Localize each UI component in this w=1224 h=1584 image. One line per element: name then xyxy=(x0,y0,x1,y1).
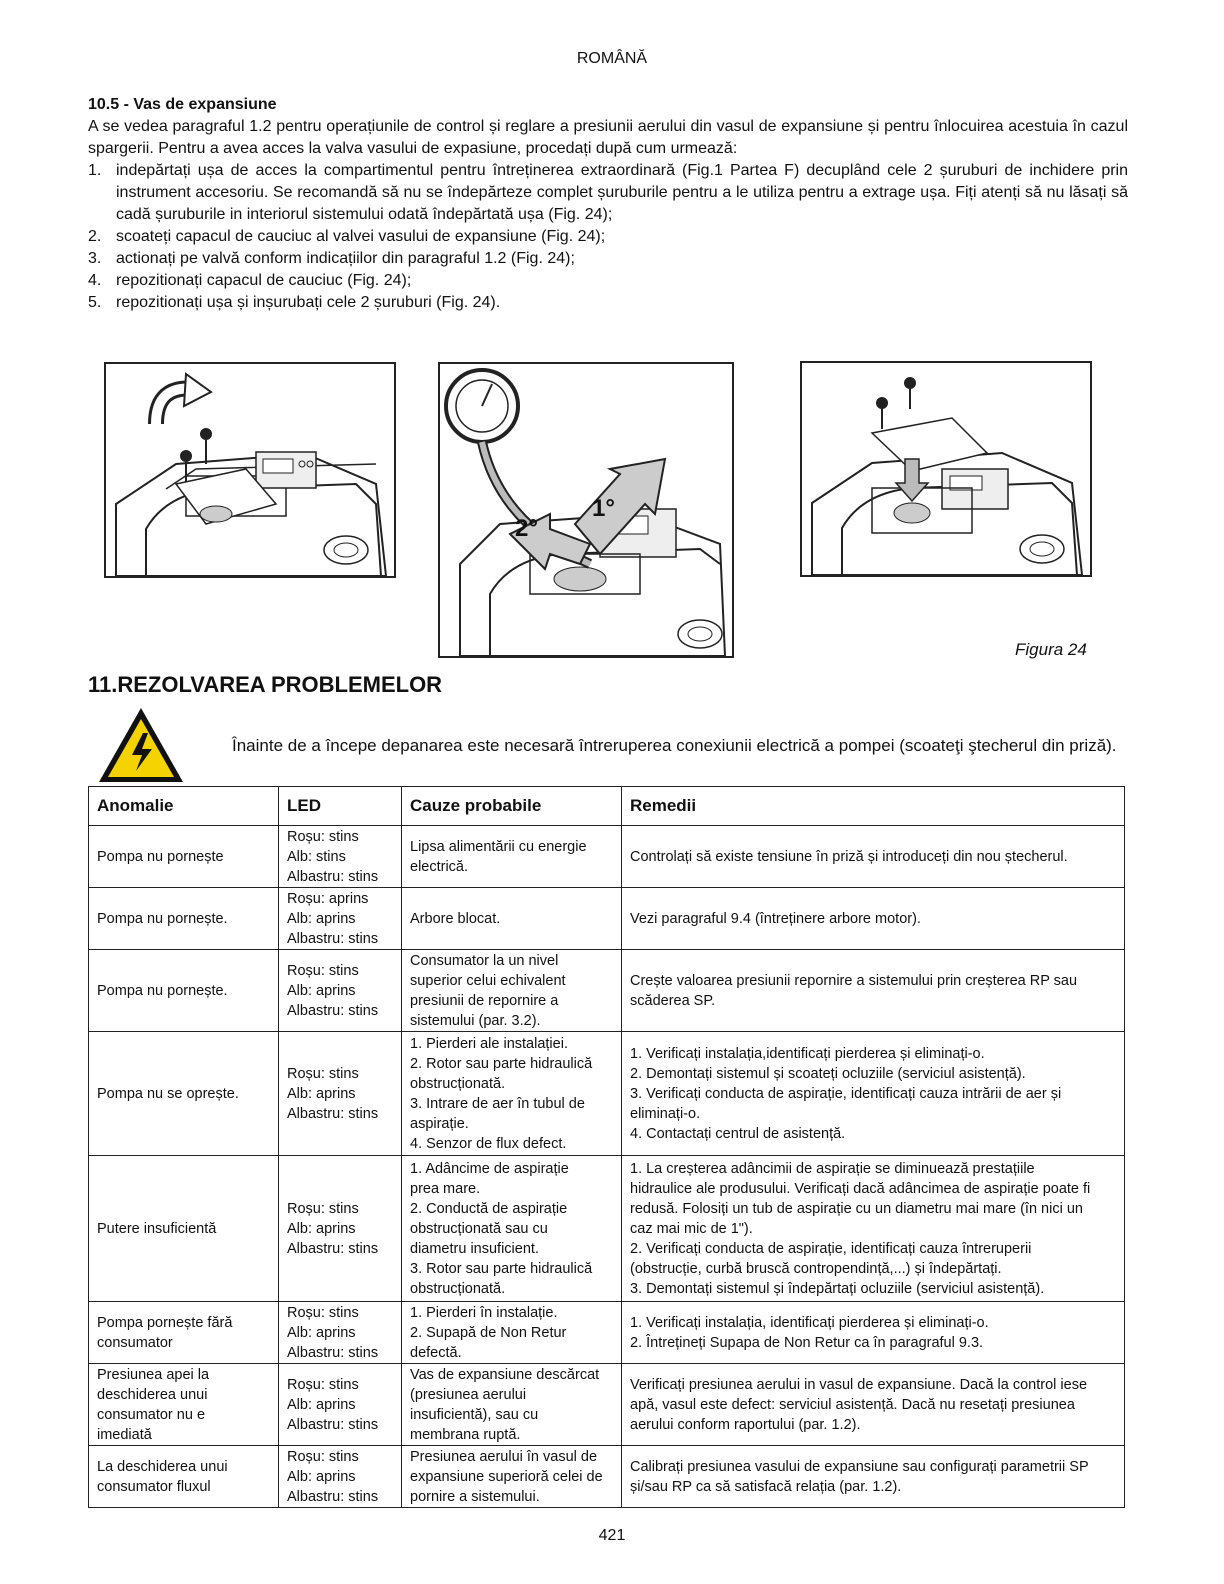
label-second: 2° xyxy=(515,515,538,542)
cell-line: 2. Întrețineți Supapa de Non Retur ca în paragraful 9.3. xyxy=(630,1334,984,1351)
cell-line: obstrucționată sau cu xyxy=(410,1220,548,1237)
cell-line: hidraulice ale produsului. Verificați dacă adâncimea de aspirație poate fi xyxy=(630,1180,1091,1197)
cell-line: eliminați-o. xyxy=(630,1105,701,1122)
section-title-troubleshooting: 11.REZOLVAREA PROBLEMELOR xyxy=(88,672,443,697)
cell-line: membrana ruptă. xyxy=(410,1426,521,1443)
cell-remedies xyxy=(622,950,1125,1032)
cell-line: Calibrați presiunea vasului de expansiune sau configurați parametrii SP xyxy=(630,1458,1089,1475)
header-anomaly: Anomalie xyxy=(89,787,279,826)
cell-line: Roșu: stins xyxy=(287,962,359,979)
cell-line: Presiunea aerului în vasul de xyxy=(410,1448,598,1465)
cell-line: Alb: aprins xyxy=(287,1324,356,1341)
cell-line: aerului conform raportului (par. 1.2). xyxy=(630,1416,861,1433)
cell-line: consumator nu e xyxy=(97,1406,206,1423)
figure-caption: Figura 24 xyxy=(1015,640,1087,659)
cell-line: Roșu: stins xyxy=(287,1448,359,1465)
cell-line: obstrucționată. xyxy=(410,1075,506,1092)
cell-line: 1. Pierderi ale instalației. xyxy=(410,1035,568,1052)
electrical-warning-icon xyxy=(96,705,186,785)
table-row xyxy=(89,1446,1125,1508)
label-first: 1° xyxy=(592,495,615,522)
cell-causes xyxy=(402,1302,622,1364)
cell-line: 2. Demontați sistemul și scoateți ocluziile (serviciul asistență). xyxy=(630,1065,1026,1082)
cell-line: Pompa nu pornește xyxy=(97,848,224,865)
cell-causes xyxy=(402,1156,622,1302)
cell-line: pornire a sistemului. xyxy=(410,1488,540,1505)
step-number: 2. xyxy=(88,228,102,245)
cell-line: obstrucționată. xyxy=(410,1280,506,1297)
cell-remedies xyxy=(622,826,1125,888)
step-number: 5. xyxy=(88,294,102,311)
figure-door-replace xyxy=(800,361,1092,577)
cell-line: 2. Rotor sau parte hidraulică xyxy=(410,1055,593,1072)
cell-line: 3. Intrare de aer în tubul de xyxy=(410,1095,585,1112)
cell-led xyxy=(279,950,402,1032)
cell-led xyxy=(279,1156,402,1302)
cell-line: Albastru: stins xyxy=(287,1002,379,1019)
cell-led xyxy=(279,1446,402,1508)
cell-line: Consumator la un nivel xyxy=(410,952,559,969)
cell-remedies xyxy=(622,1446,1125,1508)
cell-line: Albastru: stins xyxy=(287,1344,379,1361)
cell-line: Alb: aprins xyxy=(287,1468,356,1485)
header-causes: Cauze probabile xyxy=(402,787,622,826)
figure-valve-gauge xyxy=(438,362,734,658)
cell-line: consumator fluxul xyxy=(97,1478,211,1495)
cell-line: 1. Verificați instalația, identificați pierderea și eliminați-o. xyxy=(630,1314,989,1331)
cell-remedies xyxy=(622,1302,1125,1364)
cell-line: sistemului (par. 3.2). xyxy=(410,1012,541,1029)
cell-anomaly xyxy=(89,1156,279,1302)
table-body xyxy=(89,826,1125,1508)
header-remedies: Remedii xyxy=(622,787,1125,826)
step-number: 3. xyxy=(88,250,102,267)
section-intro: A se vedea paragraful 1.2 pentru operațiunile de control și reglare a presiunii aerului din vasul de expansiune și pentru înlocuirea acestuia în cazul spargerii. Pentru a avea acces la valva vasului de expasiune, procedați după cum urmează: xyxy=(88,118,1128,157)
section-title: 10.5 - Vas de expansiune xyxy=(88,96,277,113)
cell-line: expansiune superioră celei de xyxy=(410,1468,603,1485)
table-row xyxy=(89,1364,1125,1446)
cell-line: 2. Supapă de Non Retur xyxy=(410,1324,567,1341)
cell-causes xyxy=(402,888,622,950)
cell-line: presiunii de repornire a xyxy=(410,992,559,1009)
cell-line: Alb: aprins xyxy=(287,1085,356,1102)
cell-line: aspirație. xyxy=(410,1115,469,1132)
cell-anomaly xyxy=(89,950,279,1032)
cell-line: apă, vasul este defect: serviciul asistență. Dacă nu resetați presiunea xyxy=(630,1396,1075,1413)
cell-line: 1. Verificați instalația,identificați pierderea și eliminați-o. xyxy=(630,1045,985,1062)
cell-line: Alb: aprins xyxy=(287,982,356,999)
cell-causes xyxy=(402,826,622,888)
cell-line: Pompa nu se oprește. xyxy=(97,1085,239,1102)
cell-line: 3. Rotor sau parte hidraulică xyxy=(410,1260,593,1277)
pump-illustration-3 xyxy=(802,363,1090,575)
cell-line: Roșu: stins xyxy=(287,1200,359,1217)
cell-line: Alb: aprins xyxy=(287,910,356,927)
cell-line: (presiunea aerului xyxy=(410,1386,527,1403)
cell-anomaly xyxy=(89,1364,279,1446)
troubleshooting-table xyxy=(88,786,1125,1508)
table-row xyxy=(89,888,1125,950)
cell-line: Roșu: aprins xyxy=(287,890,369,907)
steps-list xyxy=(88,160,1128,314)
cell-line: 3. Verificați conducta de aspirație, identificați cauza intrării de aer și xyxy=(630,1085,1062,1102)
table-row xyxy=(89,950,1125,1032)
cell-line: 4. Senzor de flux defect. xyxy=(410,1135,567,1152)
cell-line: Alb: aprins xyxy=(287,1396,356,1413)
cell-line: Vas de expansiune descărcat xyxy=(410,1366,600,1383)
table-row xyxy=(89,826,1125,888)
cell-line: electrică. xyxy=(410,858,469,875)
cell-led xyxy=(279,1032,402,1156)
cell-line: Alb: aprins xyxy=(287,1220,356,1237)
header-led: LED xyxy=(279,787,402,826)
cell-line: Alb: stins xyxy=(287,848,346,865)
cell-remedies xyxy=(622,1032,1125,1156)
cell-remedies xyxy=(622,888,1125,950)
cell-causes xyxy=(402,1364,622,1446)
cell-anomaly xyxy=(89,888,279,950)
cell-line: redusă. Folosiți un tub de aspirație cu un diametru mai mare (în nici un xyxy=(630,1200,1083,1217)
cell-line: Arbore blocat. xyxy=(410,910,501,927)
cell-line: Vezi paragraful 9.4 (întreținere arbore motor). xyxy=(630,910,921,927)
cell-line: Roșu: stins xyxy=(287,828,359,845)
cell-line: (obstrucție, curbă bruscă contropendință,...) și îndepărtați. xyxy=(630,1260,1002,1277)
cell-line: Albastru: stins xyxy=(287,1105,379,1122)
step-text: actionați pe valvă conform indicațiilor din paragraful 1.2 (Fig. 24); xyxy=(116,250,575,267)
cell-line: 1. Adâncime de aspirație xyxy=(410,1160,569,1177)
cell-line: Crește valoarea presiunii repornire a sistemului prin creșterea RP sau xyxy=(630,972,1078,989)
cell-line: imediată xyxy=(97,1426,152,1443)
cell-line: La deschiderea unui xyxy=(97,1458,228,1475)
cell-line: consumator xyxy=(97,1334,173,1351)
cell-causes xyxy=(402,1446,622,1508)
warning-text: Înainte de a începe depanarea este necesară întreruperea conexiunii electrică a pompei (scoateţi ştecherul din priză). xyxy=(232,736,1117,755)
figure-24-group xyxy=(100,362,1100,662)
cell-line: Roșu: stins xyxy=(287,1376,359,1393)
cell-line: Albastru: stins xyxy=(287,1240,379,1257)
cell-line: Roșu: stins xyxy=(287,1065,359,1082)
step-text: repozitionați ușa și inșurubați cele 2 șuruburi (Fig. 24). xyxy=(116,294,501,311)
section-expansion-vessel xyxy=(88,94,1128,314)
cell-anomaly xyxy=(89,1446,279,1508)
step-item xyxy=(88,292,1128,314)
step-item xyxy=(88,226,1128,248)
step-number: 1. xyxy=(88,162,102,179)
cell-line: și/sau RP ca să satisfacă relația (par. 1.2). xyxy=(630,1478,902,1495)
table-row xyxy=(89,1302,1125,1364)
cell-line: 2. Verificați conducta de aspirație, identificați cauza întreruperii xyxy=(630,1240,1032,1257)
cell-causes xyxy=(402,950,622,1032)
cell-line: 3. Demontați sistemul și îndepărtați ocluziile (serviciul asistență). xyxy=(630,1280,1045,1297)
cell-line: Controlați să existe tensiune în priză și introduceți din nou ștecherul. xyxy=(630,848,1068,865)
step-text: indepărtați ușa de acces la compartimentul pentru întreținerea extraordinară (Fig.1 Partea F) decuplând cele 2 șuruburi de inchidere prin instrument accesoriu. Se recomandă să nu se îndepărteze complet șuruburile pentru a le utiliza pentru a extrage ușa. Fiți atenți să nu lăsați să cadă șuruburile in interiorul sistemului odată îndepărtată ușa (Fig. 24); xyxy=(116,162,1128,223)
pump-illustration-2 xyxy=(440,364,732,656)
cell-anomaly xyxy=(89,826,279,888)
cell-line: caz mai mic de 1"). xyxy=(630,1220,753,1237)
page-number: 421 xyxy=(598,1527,626,1544)
step-text: repozitionați capacul de cauciuc (Fig. 24); xyxy=(116,272,412,289)
cell-line: scăderea SP. xyxy=(630,992,716,1009)
cell-led xyxy=(279,1364,402,1446)
table-row xyxy=(89,1032,1125,1156)
cell-led xyxy=(279,888,402,950)
step-number: 4. xyxy=(88,272,102,289)
step-item xyxy=(88,160,1128,226)
cell-led xyxy=(279,1302,402,1364)
page-header-language: ROMÂNĂ xyxy=(576,50,648,67)
cell-line: diametru insuficient. xyxy=(410,1240,539,1257)
cell-led xyxy=(279,826,402,888)
cell-line: Albastru: stins xyxy=(287,868,379,885)
cell-line: Pompa pornește fără xyxy=(97,1314,233,1331)
cell-causes xyxy=(402,1032,622,1156)
figure-door-removal xyxy=(104,362,396,578)
pump-illustration-1 xyxy=(106,364,394,576)
cell-line: prea mare. xyxy=(410,1180,481,1197)
cell-line: Presiunea apei la xyxy=(97,1366,210,1383)
cell-anomaly xyxy=(89,1032,279,1156)
cell-line: deschiderea unui xyxy=(97,1386,208,1403)
cell-line: Albastru: stins xyxy=(287,1416,379,1433)
step-text: scoateți capacul de cauciuc al valvei vasului de expansiune (Fig. 24); xyxy=(116,228,606,245)
cell-anomaly xyxy=(89,1302,279,1364)
cell-line: superior celui echivalent xyxy=(410,972,566,989)
cell-line: Verificați presiunea aerului in vasul de expansiune. Dacă la control iese xyxy=(630,1376,1088,1393)
cell-line: 1. Pierderi în instalație. xyxy=(410,1304,558,1321)
cell-line: 2. Conductă de aspirație xyxy=(410,1200,568,1217)
cell-line: defectă. xyxy=(410,1344,462,1361)
cell-line: 1. La creșterea adâncimii de aspirație se diminuează prestațiile xyxy=(630,1160,1035,1177)
cell-line: Lipsa alimentării cu energie xyxy=(410,838,587,855)
step-item xyxy=(88,270,1128,292)
cell-line: Roșu: stins xyxy=(287,1304,359,1321)
cell-line: Pompa nu pornește. xyxy=(97,982,228,999)
table-header-row xyxy=(89,787,1125,826)
cell-line: insuficientă), sau cu xyxy=(410,1406,539,1423)
step-item xyxy=(88,248,1128,270)
cell-line: 4. Contactați centrul de asistență. xyxy=(630,1125,846,1142)
cell-remedies xyxy=(622,1364,1125,1446)
cell-line: Pompa nu pornește. xyxy=(97,910,228,927)
cell-line: Putere insuficientă xyxy=(97,1220,217,1237)
cell-remedies xyxy=(622,1156,1125,1302)
cell-line: Albastru: stins xyxy=(287,930,379,947)
table-row xyxy=(89,1156,1125,1302)
cell-line: Albastru: stins xyxy=(287,1488,379,1505)
